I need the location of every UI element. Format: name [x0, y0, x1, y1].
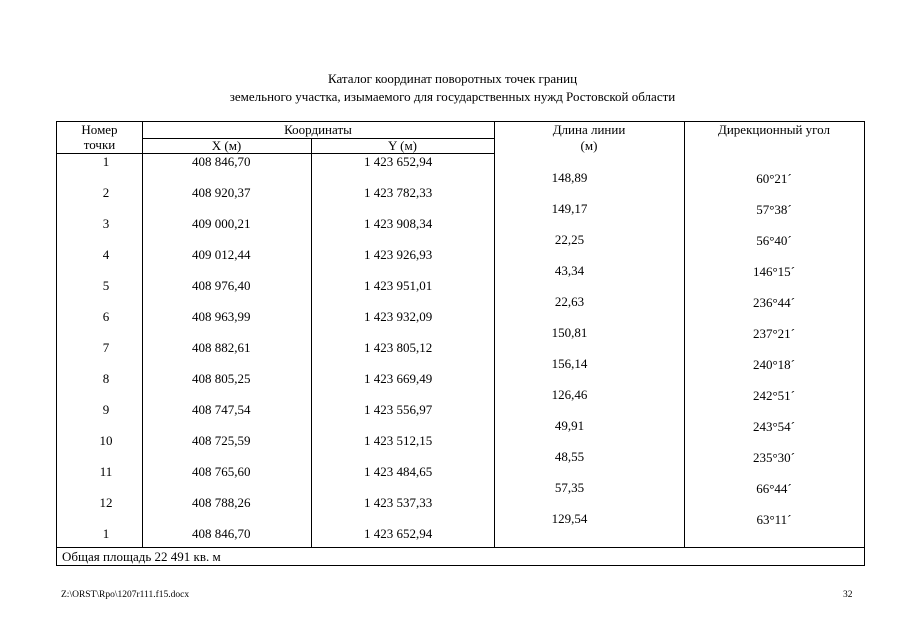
point-number: 7: [102, 340, 110, 355]
point-y: 1 423 484,65: [364, 464, 433, 479]
header-coordinates: Координаты: [284, 122, 352, 137]
point-y: 1 423 908,34: [364, 216, 433, 231]
segment-angle: 237°21´: [752, 326, 796, 341]
segment-angle: 240°18´: [752, 357, 796, 372]
point-y: 1 423 805,12: [364, 340, 433, 355]
header-point-number-line2: точки: [83, 137, 116, 152]
point-x: 409 012,44: [192, 247, 251, 262]
header-direction-angle: Дирекционный угол: [717, 122, 830, 137]
point-y: 1 423 782,33: [364, 185, 433, 200]
header-x: X (м): [211, 138, 242, 153]
point-x: 408 725,59: [192, 433, 251, 448]
footer-file-path: Z:\ORST\Rpo\1207r111.f15.docx: [61, 590, 190, 600]
point-x: 408 920,37: [192, 185, 251, 200]
point-y: 1 423 652,94: [364, 526, 433, 541]
point-x: 408 846,70: [192, 154, 251, 169]
point-x: 409 000,21: [192, 216, 251, 231]
grid-line: [142, 122, 143, 547]
point-y: 1 423 556,97: [364, 402, 433, 417]
segment-angle: 56°40´: [756, 233, 792, 248]
segment-length: 43,34: [554, 263, 585, 278]
header-point-number: Номер: [81, 122, 118, 137]
total-area: Общая площадь 22 491 кв. м: [62, 549, 221, 564]
segment-angle: 236°44´: [752, 295, 796, 310]
segment-length: 150,81: [551, 325, 588, 340]
segment-length: 126,46: [551, 387, 588, 402]
segment-length: 149,17: [551, 201, 588, 216]
point-x: 408 976,40: [192, 278, 251, 293]
point-number: 8: [102, 371, 110, 386]
segment-angle: 242°51´: [752, 388, 796, 403]
point-x: 408 846,70: [192, 526, 251, 541]
coordinates-table: [56, 121, 865, 566]
segment-angle: 63°11´: [756, 512, 792, 527]
point-y: 1 423 512,15: [364, 433, 433, 448]
segment-length: 22,63: [554, 294, 585, 309]
title-line-2: земельного участка, изымаемого для государственных нужд Ростовской области: [229, 89, 676, 104]
segment-angle: 66°44´: [756, 481, 792, 496]
segment-angle: 60°21´: [756, 171, 792, 186]
segment-length: 129,54: [551, 511, 588, 526]
segment-angle: 243°54´: [752, 419, 796, 434]
point-number: 2: [102, 185, 110, 200]
point-y: 1 423 932,09: [364, 309, 433, 324]
point-x: 408 747,54: [192, 402, 251, 417]
point-x: 408 805,25: [192, 371, 251, 386]
segment-length: 57,35: [554, 480, 585, 495]
header-line-length-unit: (м): [580, 138, 598, 153]
segment-length: 148,89: [551, 170, 588, 185]
segment-angle: 235°30´: [752, 450, 796, 465]
point-y: 1 423 537,33: [364, 495, 433, 510]
segment-angle: 57°38´: [756, 202, 792, 217]
title-line-1: Каталог координат поворотных точек границ: [327, 71, 578, 86]
point-number: 9: [102, 402, 110, 417]
segment-length: 49,91: [554, 418, 585, 433]
grid-line: [311, 138, 312, 547]
point-x: 408 788,26: [192, 495, 251, 510]
point-number: 1: [102, 526, 110, 541]
header-line-length: Длина линии: [552, 122, 626, 137]
point-y: 1 423 652,94: [364, 154, 433, 169]
point-y: 1 423 926,93: [364, 247, 433, 262]
segment-length: 22,25: [554, 232, 585, 247]
point-number: 12: [99, 495, 113, 510]
point-y: 1 423 951,01: [364, 278, 433, 293]
point-number: 1: [102, 154, 110, 169]
header-y: Y (м): [387, 138, 418, 153]
point-number: 5: [102, 278, 110, 293]
point-number: 11: [99, 464, 113, 479]
point-number: 4: [102, 247, 110, 262]
document-title: [0, 70, 905, 106]
segment-angle: 146°15´: [752, 264, 796, 279]
segment-length: 156,14: [551, 356, 588, 371]
point-number: 10: [99, 433, 113, 448]
point-x: 408 765,60: [192, 464, 251, 479]
grid-line: [57, 547, 864, 548]
grid-line: [684, 122, 685, 547]
point-number: 3: [102, 216, 110, 231]
point-y: 1 423 669,49: [364, 371, 433, 386]
segment-length: 48,55: [554, 449, 585, 464]
point-x: 408 882,61: [192, 340, 251, 355]
point-number: 6: [102, 309, 110, 324]
point-x: 408 963,99: [192, 309, 251, 324]
footer-page-number: 32: [843, 590, 853, 600]
